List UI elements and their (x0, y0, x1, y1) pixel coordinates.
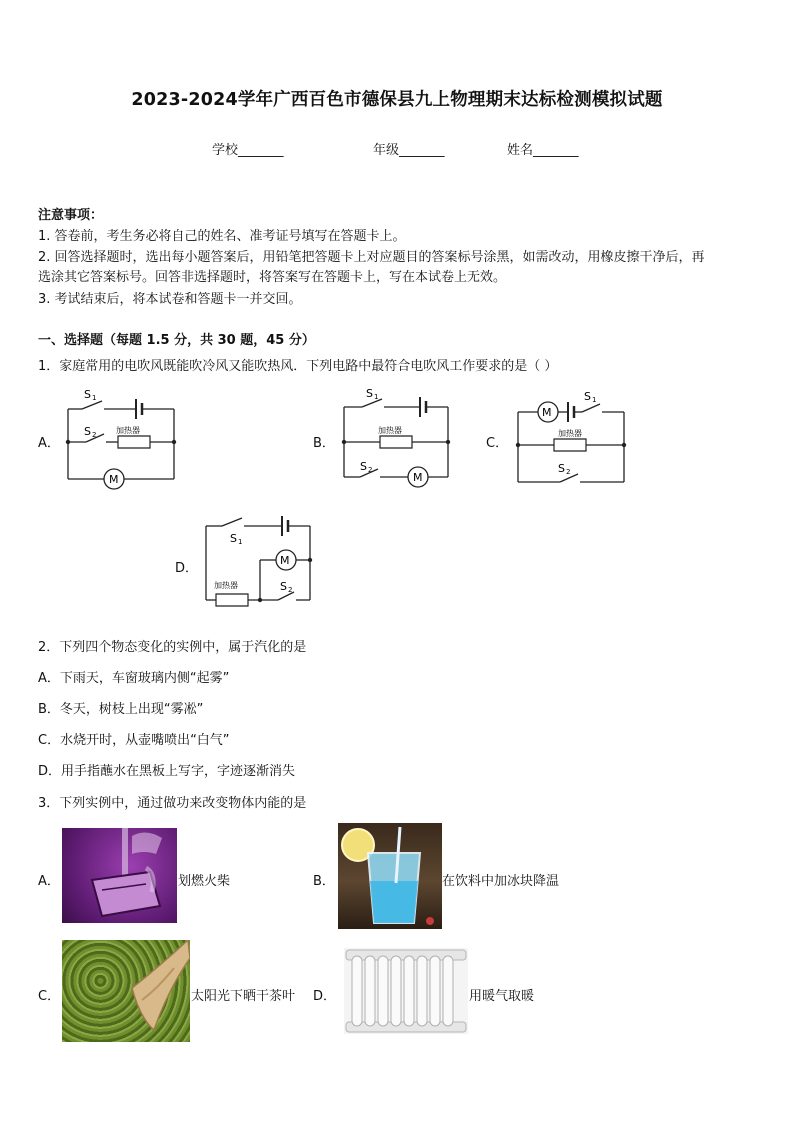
q1-option-c-letter: C． (486, 436, 509, 451)
s1-label: S (230, 532, 237, 545)
circuit-b-diagram (336, 385, 461, 490)
s2-subscript: 2 (288, 586, 293, 594)
question-1-stem: 1．家庭常用的电吹风既能吹冷风又能吹热风．下列电路中最符合电吹风工作要求的是（ ） (38, 359, 558, 374)
notice-item: 选涂其它答案标号。回答非选择题时，将答案写在答题卡上，写在本试卷上无效。 (38, 270, 507, 285)
s1-subscript: 1 (374, 393, 379, 401)
q3-option-a-caption: 划燃火柴 (178, 874, 231, 889)
s2-label: S (558, 462, 565, 475)
section-heading: 一、选择题（每题 1.5 分，共 30 题，45 分） (38, 333, 315, 348)
q2-option-a: A．下雨天，车窗玻璃内侧“起雾” (38, 671, 230, 686)
q1-option-b-letter: B． (313, 436, 335, 451)
circuit-a-diagram (60, 385, 185, 490)
s2-subscript: 2 (566, 468, 571, 476)
q3-option-b-caption: 在饮料中加冰块降温 (442, 874, 560, 889)
motor-label: M (280, 554, 290, 567)
s1-subscript: 1 (592, 396, 597, 404)
s2-subscript: 2 (368, 466, 373, 474)
question-2-stem: 2．下列四个物态变化的实例中，属于汽化的是 (38, 640, 307, 655)
s1-label: S (366, 387, 373, 400)
notice-item: 1. 答卷前，考生务必将自己的姓名、准考证号填写在答题卡上。 (38, 229, 406, 244)
motor-label: M (413, 471, 423, 484)
q3-option-c-letter: C． (38, 989, 61, 1004)
s1-label: S (84, 388, 91, 401)
circuit-c-diagram (510, 386, 635, 491)
s2-subscript: 2 (92, 431, 97, 439)
q1-option-a-letter: A． (38, 436, 60, 451)
s2-label: S (84, 425, 91, 438)
motor-label: M (109, 473, 119, 486)
notice-heading: 注意事项： (38, 208, 104, 223)
radiator-image (344, 948, 468, 1034)
page-title: 2023-2024学年广西百色市德保县九上物理期末达标检测模拟试题 (131, 90, 663, 110)
heater-label: 加热器 (214, 581, 238, 590)
q2-option-d: D．用手指蘸水在黑板上写字，字迹逐渐消失 (38, 764, 296, 779)
s1-label: S (584, 390, 591, 403)
s2-label: S (360, 460, 367, 473)
q3-option-d-letter: D． (313, 989, 337, 1004)
iced-drink-image (338, 823, 442, 929)
tea-leaves-image (62, 940, 190, 1042)
q2-option-b: B．冬天，树枝上出现“雾凇” (38, 702, 204, 717)
heater-label: 加热器 (378, 426, 402, 435)
question-3-stem: 3．下列实例中，通过做功来改变物体内能的是 (38, 796, 307, 811)
s1-subscript: 1 (92, 394, 97, 402)
name-field: 姓名_______ (507, 143, 579, 158)
match-striking-image (62, 828, 177, 923)
heater-label: 加热器 (116, 426, 140, 435)
q1-option-d-letter: D． (175, 561, 199, 576)
q3-option-b-letter: B． (313, 874, 335, 889)
q3-option-a-letter: A． (38, 874, 60, 889)
s1-subscript: 1 (238, 538, 243, 546)
motor-label: M (542, 406, 552, 419)
q3-option-d-caption: 用暖气取暖 (469, 989, 535, 1004)
notice-item: 3. 考试结束后，将本试卷和答题卡一并交回。 (38, 292, 302, 307)
heater-label: 加热器 (558, 429, 582, 438)
q2-option-c: C．水烧开时，从壶嘴喷出“白气” (38, 733, 230, 748)
circuit-d-diagram (198, 512, 323, 612)
notice-item: 2. 回答选择题时，选出每小题答案后，用铅笔把答题卡上对应题目的答案标号涂黑，如需改动，用橡皮擦干净后，再 (38, 250, 705, 265)
school-field: 学校_______ (212, 143, 284, 158)
s2-label: S (280, 580, 287, 593)
grade-field: 年级_______ (373, 143, 445, 158)
q3-option-c-caption: 太阳光下晒干茶叶 (191, 989, 296, 1004)
